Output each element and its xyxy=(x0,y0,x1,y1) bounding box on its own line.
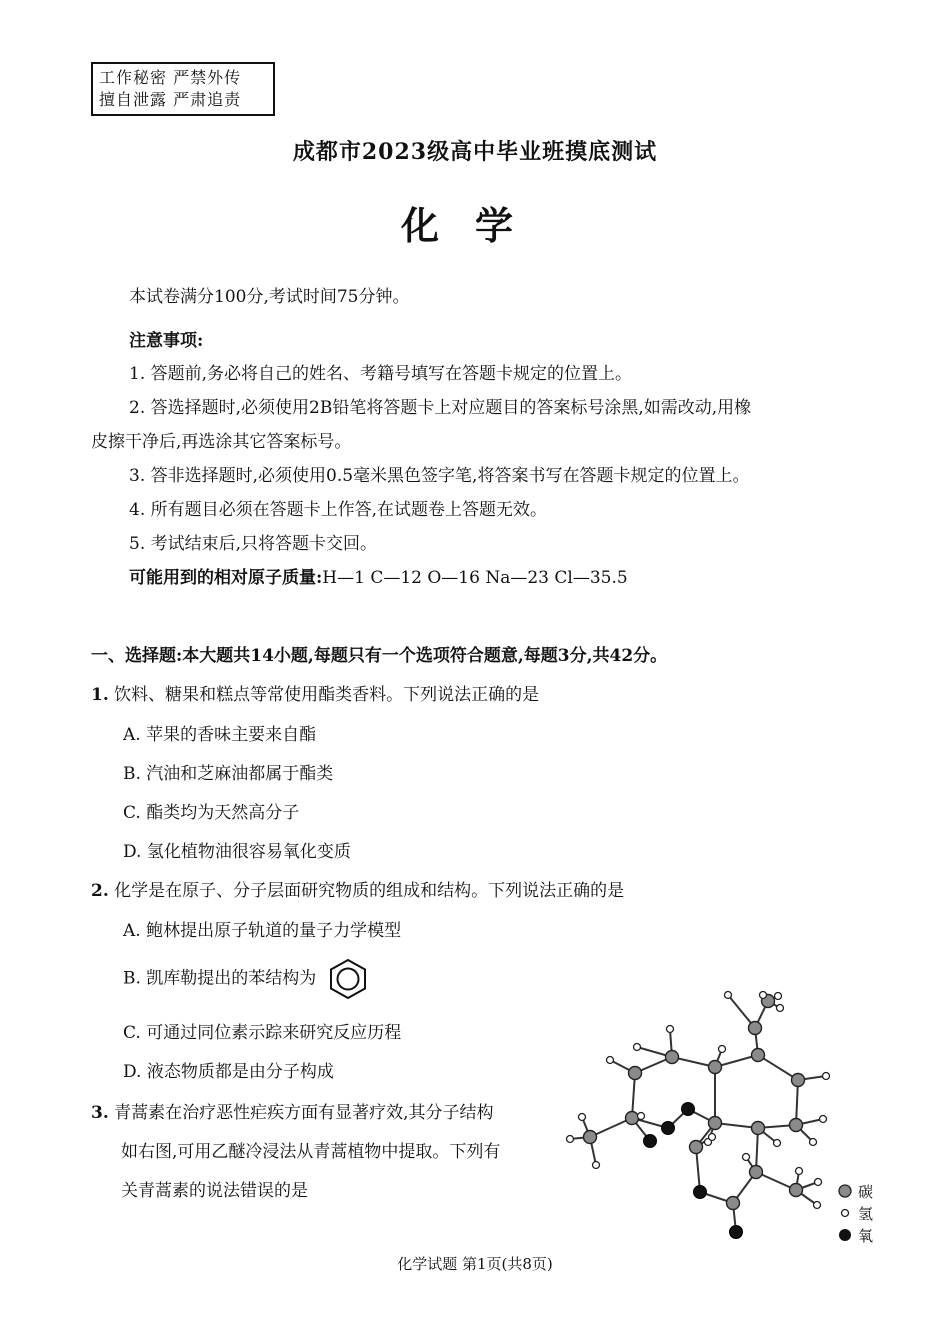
question-3-stem xyxy=(91,1098,494,1123)
carbon-atoms xyxy=(584,995,805,1210)
question-3-line-2: 如右图,可用乙醚冷浸法从青蒿植物中提取。下列有 xyxy=(121,1142,501,1162)
stamp-line-2: 擅自泄露 严肃追责 xyxy=(99,90,242,109)
question-text: 饮料、糖果和糕点等常使用酯类香料。下列说法正确的是 xyxy=(114,685,540,705)
intro-text: 本试卷满分100分,考试时间75分钟。 xyxy=(129,287,410,307)
atomic-mass-line xyxy=(129,563,628,588)
question-1-stem xyxy=(91,680,539,705)
atomic-mass-label: 可能用到的相对原子质量: xyxy=(129,568,323,588)
legend-oxygen-label: 氧 xyxy=(858,1226,874,1245)
legend-oxygen xyxy=(838,1224,873,1246)
subject-title: 化学 xyxy=(400,203,549,248)
question-number: 2. xyxy=(91,881,109,901)
benzene-ring-icon xyxy=(326,957,370,1001)
notice-item-2-cont: 皮擦干净后,再选涂其它答案标号。 xyxy=(91,432,352,452)
notice-item-2: 2. 答选择题时,必须使用2B铅笔将答题卡上对应题目的答案标号涂黑,如需改动,用橡 xyxy=(129,398,752,418)
notice-item-5: 5. 考试结束后,只将答题卡交回。 xyxy=(129,534,378,554)
section-1-header: 一、选择题:本大题共14小题,每题只有一个选项符合题意,每题3分,共42分。 xyxy=(91,646,668,666)
q1-option-a: A. 苹果的香味主要来自酯 xyxy=(123,725,317,745)
notice-item-4: 4. 所有题目必须在答题卡上作答,在试题卷上答题无效。 xyxy=(129,500,548,520)
notice-item-3: 3. 答非选择题时,必须使用0.5毫米黑色签字笔,将答案书写在答题卡规定的位置上。 xyxy=(129,466,750,486)
stamp-line-1: 工作秘密 严禁外传 xyxy=(99,68,242,87)
q1-option-d: D. 氢化植物油很容易氧化变质 xyxy=(123,842,351,862)
q1-option-b: B. 汽油和芝麻油都属于酯类 xyxy=(123,764,334,784)
legend-carbon xyxy=(838,1180,873,1202)
molecule-legend xyxy=(838,1180,873,1246)
question-2-stem xyxy=(91,876,624,901)
q1-option-c: C. 酯类均为天然高分子 xyxy=(123,803,300,823)
question-3-line-3: 关青蒿素的说法错误的是 xyxy=(121,1181,308,1201)
question-number: 1. xyxy=(91,685,109,705)
legend-hydrogen xyxy=(838,1202,873,1224)
question-text-line-1: 青蒿素在治疗恶性疟疾方面有显著疗效,其分子结构 xyxy=(114,1103,494,1123)
oxygen-atoms xyxy=(644,1103,743,1239)
q2-option-b-text: B. 凯库勒提出的苯结构为 xyxy=(123,968,317,989)
legend-hydrogen-label: 氢 xyxy=(858,1204,874,1223)
question-number: 3. xyxy=(91,1103,109,1123)
page-footer: 化学试题 第1页(共8页) xyxy=(397,1255,553,1273)
q2-option-a: A. 鲍林提出原子轨道的量子力学模型 xyxy=(123,921,402,941)
exam-title: 成都市2023级高中毕业班摸底测试 xyxy=(292,139,658,165)
q2-option-c: C. 可通过同位素示踪来研究反应历程 xyxy=(123,1023,402,1043)
question-text: 化学是在原子、分子层面研究物质的组成和结构。下列说法正确的是 xyxy=(114,881,625,901)
oxygen-atom-icon xyxy=(838,1228,852,1242)
legend-carbon-label: 碳 xyxy=(858,1182,874,1201)
atomic-mass-values: H—1 C—12 O—16 Na—23 Cl—35.5 xyxy=(322,568,628,588)
notice-heading: 注意事项: xyxy=(129,331,204,351)
artemisinin-molecule-diagram xyxy=(560,985,845,1245)
q2-option-d: D. 液态物质都是由分子构成 xyxy=(123,1062,334,1082)
carbon-atom-icon xyxy=(838,1184,852,1198)
q2-option-b xyxy=(123,957,370,1001)
hydrogen-atom-icon xyxy=(838,1206,852,1220)
confidential-stamp xyxy=(91,62,275,116)
notice-item-1: 1. 答题前,务必将自己的姓名、考籍号填写在答题卡规定的位置上。 xyxy=(129,364,633,384)
